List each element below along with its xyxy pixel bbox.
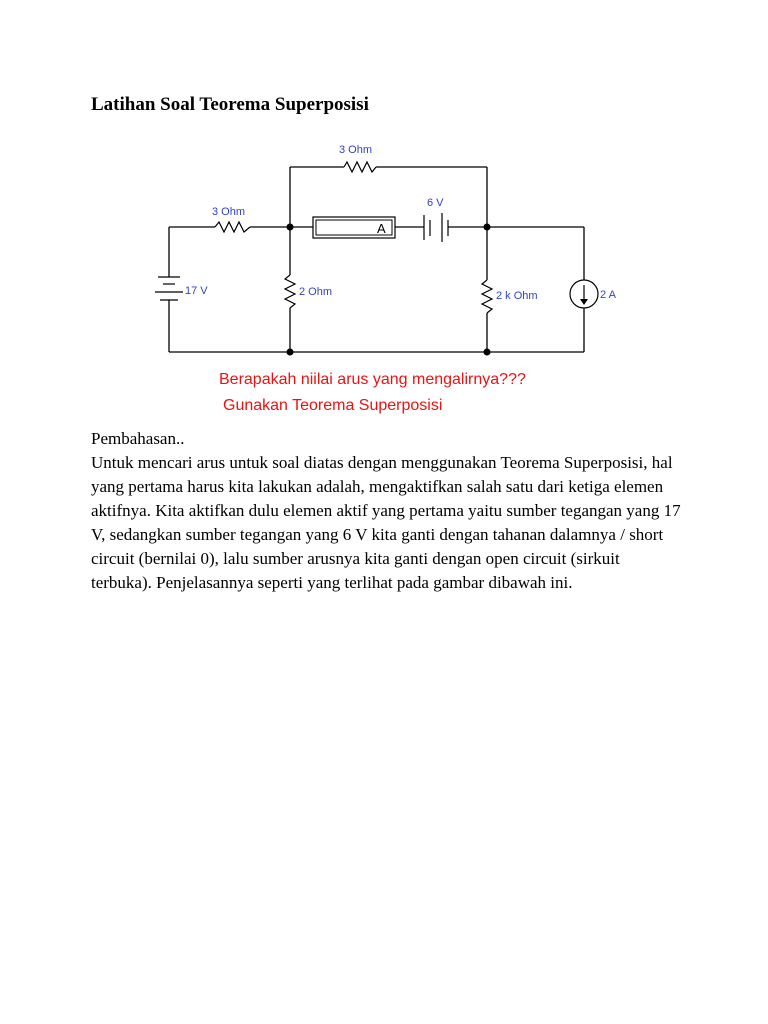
question-line-1: Berapakah niilai arus yang mengalirnya??? (219, 371, 526, 388)
resistor-right (482, 280, 492, 313)
label-i-source: 2 A (600, 289, 616, 301)
battery-17v (155, 277, 183, 300)
label-v-left: 17 V (185, 285, 208, 297)
current-source (570, 280, 598, 308)
node-left-top (287, 224, 294, 231)
ammeter-label: A (377, 221, 386, 236)
node-left-bottom (287, 349, 294, 356)
resistor-left (215, 222, 250, 232)
explanation-paragraph: Untuk mencari arus untuk soal diatas dengan menggunakan Teorema Superposisi, hal yang pertama harus kita lakukan adalah, mengaktifkan salah satu dari ketiga elemen aktifnya. Kita aktifkan dulu elemen aktif yang pertama yaitu sumber tegangan yang 17 V, sedangkan sumber tegangan yang 6 V kita ganti dengan tahanan dalamnya / short circuit (bernilai 0), lalu sumber arusnya kita ganti dengan open circuit (sirkuit terbuka). Penjelasannya seperti yang terlihat pada gambar dibawah ini. (91, 453, 681, 592)
label-v-mid: 6 V (427, 197, 444, 209)
node-right-top (484, 224, 491, 231)
resistor-top (344, 162, 376, 172)
question-line-2: Gunakan Teorema Superposisi (223, 397, 443, 414)
node-right-bottom (484, 349, 491, 356)
page-title: Latihan Soal Teorema Superposisi (91, 94, 369, 115)
battery-6v (424, 213, 448, 242)
explanation-heading: Pembahasan.. (91, 429, 185, 448)
label-r-top: 3 Ohm (339, 144, 373, 156)
explanation (91, 427, 681, 595)
resistor-mid (285, 275, 295, 308)
circuit-diagram (0, 0, 768, 420)
label-r-mid: 2 Ohm (299, 286, 333, 298)
label-r-right: 2 k Ohm (496, 290, 538, 302)
label-r-left: 3 Ohm (212, 206, 246, 218)
top-branch-wire (290, 167, 487, 227)
